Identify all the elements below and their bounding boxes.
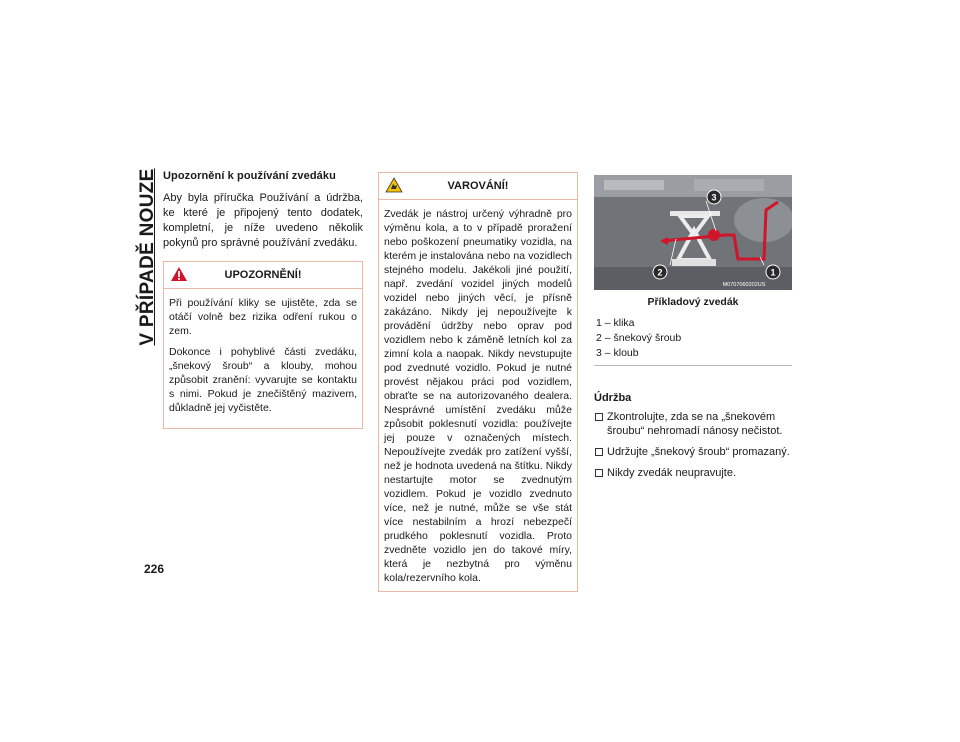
section-heading: Upozornění k používání zvedáku (163, 170, 336, 182)
legend-item: 3 – kloub (596, 347, 639, 359)
maintenance-item (594, 466, 792, 480)
right-column (594, 175, 792, 487)
caution-title: UPOZORNĚNÍ! (224, 269, 302, 281)
page-number: 226 (144, 562, 165, 576)
warning-body (379, 200, 577, 591)
warning-text: Zvedák je nástroj určený výhradně pro výměnu kola, a to v případě proražení nebo poškození pneumatiky vozidla, na kterém je instalována nebo na vozidlech stejného modelu. Jakékoli jiné použití, např. zvedání vozidel jiných modelů vozidel nebo jiných věcí, je přísně zakázáno. Nikdy jej nepoužívejte k provádění údržby nebo oprav pod vozidlem nebo k záměně letních kol za zimní kola a naopak. Nikdy nevstupujte pod zvednuté vozidlo. Pokud je nutné provést nějakou práci pod vozidlem, obraťte se na autorizovaného dealera. Nesprávné umístění zvedáku může způsobit poklesnutí vozidla: používejte jej pouze v označených místech. Nepoužívejte zvedák pro zatížení vyšší, než je hodnota uvedená na štítku. Nikdy nestartujte motor se zvednutým vozidlem. Pokud je vozidlo zvednuto více, než je nutné, může se vše stát více nestabilním a hrozí nebezpečí prudkého poklesnutí vozidla. Proto zvedněte vozidlo jen do takové míry, která je nezbytná pro výměnu kola/rezervního kola. (384, 208, 572, 584)
maintenance-item-text: Nikdy zvedák neupravujte. (607, 467, 737, 479)
jack-illustration (594, 175, 792, 290)
warning-header (379, 173, 577, 200)
callout-3: 3 (711, 192, 717, 203)
maintenance-heading: Údržba (594, 392, 632, 404)
maintenance-item-text: Udržujte „šnekový šroub“ promazaný. (607, 446, 790, 458)
middle-column (378, 172, 578, 592)
caution-header (164, 262, 362, 289)
checkbox-square-icon (595, 413, 603, 421)
caution-body (164, 289, 362, 428)
checkbox-square-icon (595, 448, 603, 456)
maintenance-item-text: Zkontrolujte, zda se na „šnekovém šroubu“ nehromadí nánosy nečistot. (607, 411, 783, 437)
legend-item: 1 – klika (596, 317, 635, 329)
chapter-side-title (133, 168, 163, 346)
checkbox-square-icon (595, 469, 603, 477)
warning-box (378, 172, 578, 592)
maintenance-item (594, 410, 792, 438)
chapter-title-text: V PŘÍPADĚ NOUZE (137, 168, 158, 346)
caution-paragraph: Při používání kliky se ujistěte, zda se otáčí volně bez rizika odření rukou o zem. (169, 297, 357, 337)
figure-caption: Příkladový zvedák (647, 296, 739, 308)
callout-2: 2 (657, 267, 663, 278)
caution-box (163, 261, 363, 429)
left-column (163, 170, 363, 429)
legend-divider (594, 365, 792, 366)
legend-item: 2 – šnekový šroub (596, 332, 682, 344)
warning-title: VAROVÁNÍ! (447, 180, 509, 192)
jack-drawing (594, 175, 792, 290)
callout-1: 1 (770, 267, 776, 278)
intro-paragraph: Aby byla příručka Používání a údržba, ke které je připojený tento dodatek, kompletní, je níže uvedeno několik pokynů pro správné používání zvedáku. (163, 192, 363, 249)
maintenance-item (594, 445, 792, 459)
figure-code: M0707060202US (722, 282, 766, 288)
caution-paragraph: Dokonce i pohyblivé části zvedáku, „šnekový šroub“ a klouby, mohou způsobit zranění: vyvarujte se kontaktu s nimi. Pokud je znečištěný mazivem, důkladně jej vyčistěte. (169, 346, 357, 414)
